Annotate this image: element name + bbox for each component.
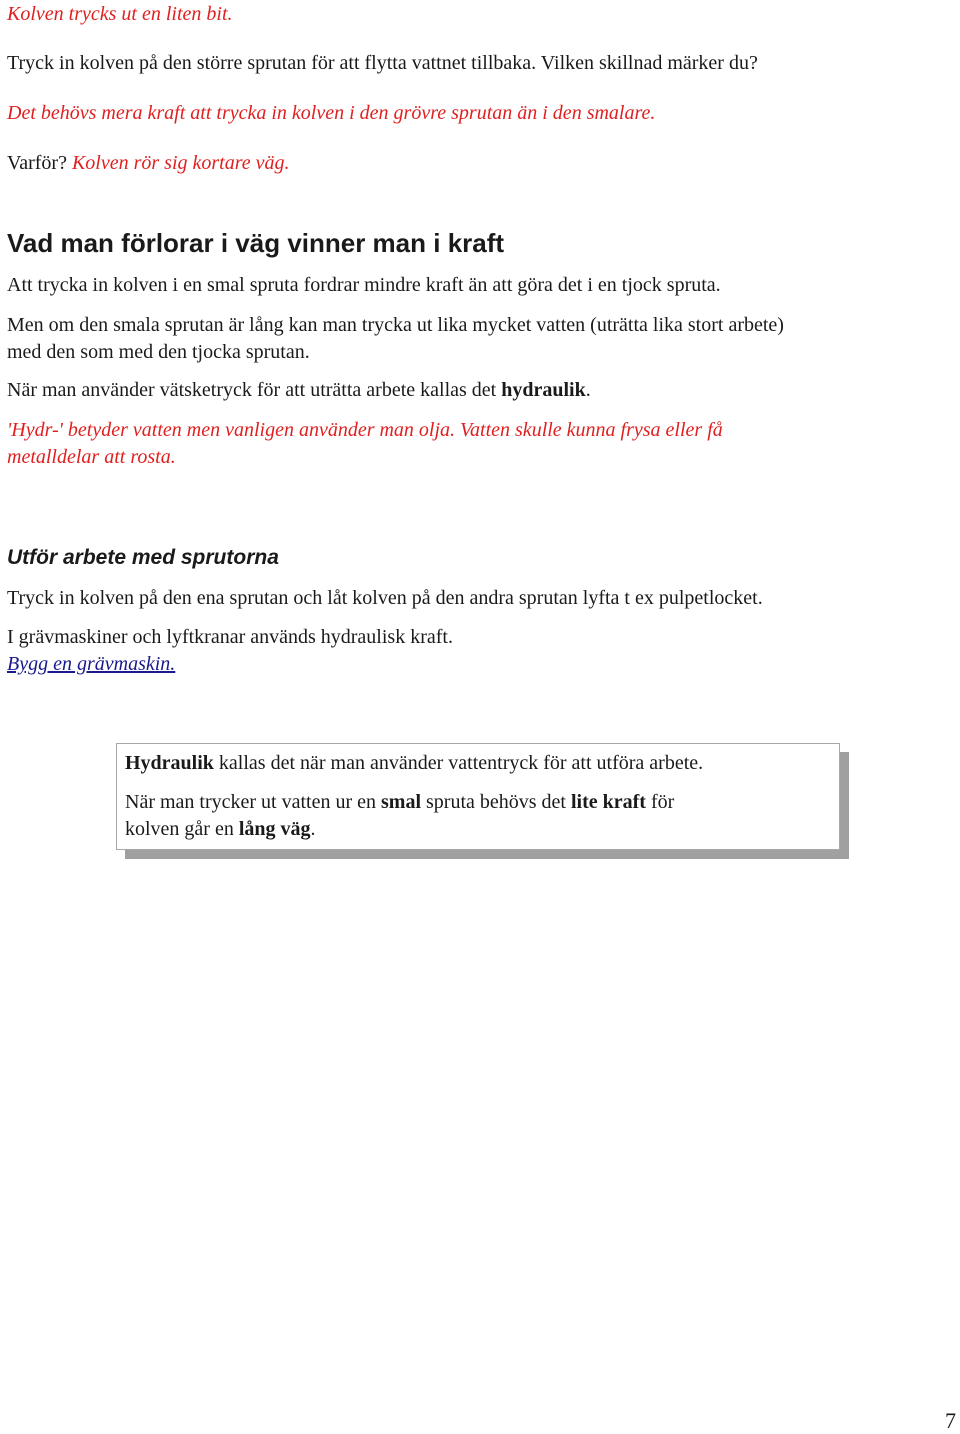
summary-text: spruta behövs det [421, 791, 571, 813]
definition-term: hydraulik [501, 379, 586, 401]
paragraph-line: Men om den smala sprutan är lång kan man trycka ut lika mycket vatten (uträtta lika stort arbete) [7, 314, 784, 336]
summary-box [116, 743, 840, 850]
summary-text: När man trycker ut vatten ur en [125, 791, 382, 813]
summary-emphasis: smal [381, 791, 422, 813]
definition-text: När man använder vätsketryck för att uträtta arbete kallas det [7, 379, 502, 401]
answer-text: Det behövs mera kraft att trycka in kolven i den grövre sprutan än i den smalare. [7, 102, 656, 124]
answer-text: Kolven trycks ut en liten bit. [7, 3, 233, 25]
summary-emphasis: lite kraft [571, 791, 646, 813]
note-line: 'Hydr-' betyder vatten men vanligen använder man olja. Vatten skulle kunna frysa eller få [7, 419, 723, 441]
build-excavator-link[interactable]: Bygg en grävmaskin. [7, 653, 176, 675]
summary-text: kolven går en [125, 818, 239, 840]
question-text: Tryck in kolven på den större sprutan för att flytta vattnet tillbaka. Vilken skillnad märker du? [7, 52, 758, 74]
link-line [7, 651, 175, 678]
paragraph: Tryck in kolven på den ena sprutan och låt kolven på den andra sprutan lyfta t ex pulpetlocket. [7, 587, 763, 609]
summary-emphasis: lång väg [238, 818, 311, 840]
why-question [7, 150, 290, 177]
paragraph: I grävmaskiner och lyftkranar används hydraulisk kraft. [7, 626, 453, 648]
summary-term: Hydraulik [125, 752, 214, 774]
summary-text: kallas det när man använder vattentryck för att utföra arbete. [213, 752, 704, 774]
page-number: 7 [945, 1408, 956, 1433]
note-line: metalldelar att rosta. [7, 446, 176, 468]
section-heading: Utför arbete med sprutorna [7, 546, 279, 569]
paragraph: Att trycka in kolven i en smal spruta fordrar mindre kraft än att göra det i en tjock spruta. [7, 274, 721, 296]
paragraph-line: med den som med den tjocka sprutan. [7, 341, 310, 363]
summary-line [125, 789, 674, 816]
definition-end: . [585, 379, 591, 401]
summary-line [125, 816, 316, 843]
section-heading: Vad man förlorar i väg vinner man i kraft [7, 228, 505, 258]
why-label: Varför? [7, 152, 67, 174]
why-answer: Kolven rör sig kortare väg. [71, 152, 290, 174]
hydraulik-definition [7, 377, 591, 404]
summary-line [125, 750, 703, 777]
summary-text: för [645, 791, 675, 813]
summary-text: . [310, 818, 316, 840]
